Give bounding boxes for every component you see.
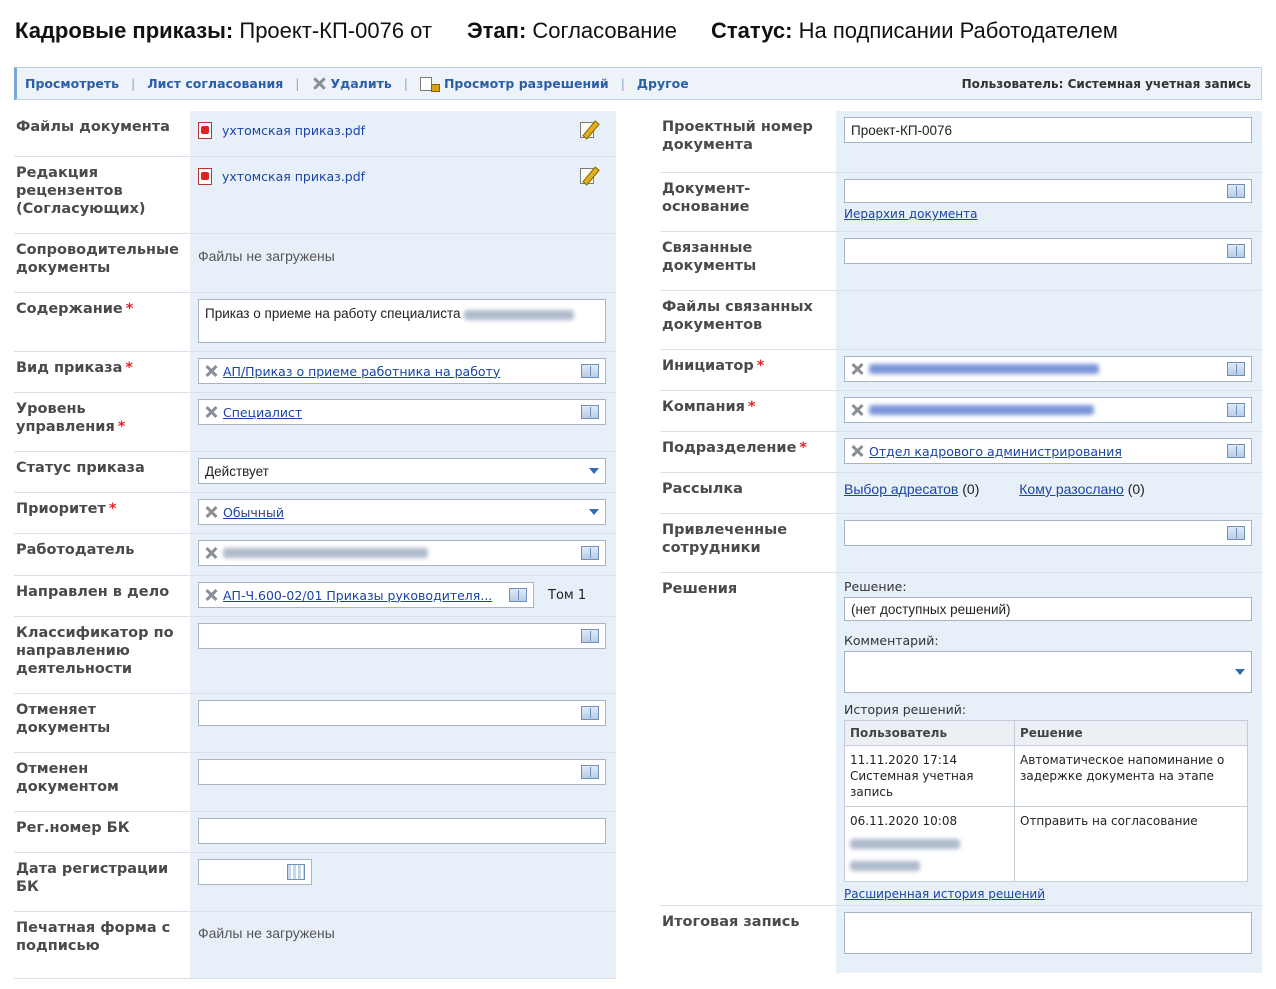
case-value[interactable]: АП-Ч.600-02/01 Приказы руководителя... [223,587,493,603]
initiator-label [660,350,836,390]
mailing-row [660,473,1262,514]
print-form-field [190,912,616,978]
initiator-row [660,350,1262,391]
permissions-label: Просмотр разрешений [443,76,609,91]
lookup-book-icon[interactable] [1227,362,1245,376]
lookup-book-icon[interactable] [1227,184,1245,198]
decisions-label: Решения [660,573,836,905]
priority-value[interactable]: Обычный [223,504,284,520]
doc-type-value: Проект-КП-0076 от [239,18,433,43]
calendar-icon[interactable] [287,864,305,880]
department-row [660,432,1262,473]
left-form-column [14,111,616,979]
order-status-field [190,452,616,492]
comment-caption: Комментарий: [844,633,939,648]
chevron-down-icon[interactable] [589,509,599,515]
project-number-row [660,111,1262,173]
required-marker: * [125,301,134,317]
lookup-book-icon[interactable] [1227,444,1245,458]
history-user-cell [845,746,1015,807]
toolbar-separator: | [295,76,300,91]
redacted-text [850,861,920,871]
related-files-label: Файлы связанных документов [660,291,836,349]
page-header [15,18,1265,52]
required-marker: * [117,419,126,435]
file-item [198,163,606,189]
files-field [190,111,616,156]
pdf-icon [198,168,212,185]
related-files-row [660,291,1262,350]
department-field [836,432,1262,472]
pdf-icon [198,122,212,139]
redacted-text [869,364,1099,374]
case-volume: Том 1 [548,588,587,603]
accompanying-field [190,234,616,292]
related-row [660,232,1262,291]
other-label: Другое [636,76,689,91]
decision-input[interactable] [844,597,1252,621]
sent-to-count: (0) [1127,481,1145,497]
redacted-text [464,310,574,320]
final-row [660,906,1262,973]
basis-input[interactable] [844,179,1252,203]
lookup-book-icon[interactable] [581,405,599,419]
remove-icon[interactable] [851,363,863,375]
final-textarea[interactable] [844,912,1252,954]
related-label: Связанные документы [660,232,836,290]
basis-field [836,173,1262,231]
decision-history-table [844,720,1248,882]
company-field [836,391,1262,431]
table-header-row [845,721,1248,746]
required-marker: * [108,501,117,517]
accompanying-row [14,234,616,293]
print-form-value: Файлы не загружены [198,925,335,941]
approval-sheet-button[interactable] [147,76,283,91]
table-row [845,746,1248,807]
decision-value: (нет доступных решений) [851,601,1011,617]
cancelled-by-label: Отменен документом [14,753,190,811]
company-input[interactable] [844,397,1252,423]
reg-date-input[interactable] [198,859,312,885]
print-form-label: Печатная форма с подписью [14,912,190,978]
redacted-text [223,548,428,558]
case-label: Направлен в дело [14,576,190,616]
sent-to-link[interactable]: Кому разослано [1019,481,1124,497]
accompanying-label: Сопроводительные документы [14,234,190,292]
case-field [190,576,616,616]
history-user: Системная учетная запись [850,769,974,799]
priority-label [14,493,190,533]
required-marker: * [799,440,808,456]
project-number-input[interactable] [844,117,1252,143]
lookup-book-icon[interactable] [1227,526,1245,540]
history-decision-cell: Отправить на согласование [1015,807,1248,882]
priority-label-text: Приоритет [16,501,106,517]
department-input[interactable] [844,438,1252,464]
mgmt-level-field [190,393,616,451]
toolbar-separator: | [620,76,625,91]
view-label: Просмотреть [25,76,120,91]
related-files-field [836,291,1262,349]
reg-date-field [190,853,616,911]
content-label-text: Содержание [16,301,123,317]
files-label: Файлы документа [14,111,190,156]
project-number-value: Проект-КП-0076 [851,122,953,138]
company-row [660,391,1262,432]
priority-select[interactable] [198,499,606,525]
reg-number-label: Рег.номер БК [14,812,190,852]
mgmt-level-label [14,393,190,451]
history-col-user: Пользователь [845,721,1015,746]
order-type-field [190,352,616,392]
decision-caption: Решение: [844,579,907,594]
delete-icon [312,76,327,91]
case-row [14,576,616,617]
order-type-label [14,352,190,392]
final-label: Итоговая запись [660,906,836,973]
order-status-value: Действует [205,463,269,479]
lookup-book-icon[interactable] [1227,403,1245,417]
company-label [660,391,836,431]
approval-sheet-label: Лист согласования [147,76,284,91]
initiator-input[interactable] [844,356,1252,382]
content-row [14,293,616,352]
redacted-text [869,405,1094,415]
cancels-row [14,694,616,753]
file-link[interactable]: ухтомская приказ.pdf [222,122,366,138]
classifier-row [14,617,616,694]
required-marker: * [747,399,756,415]
priority-field [190,493,616,533]
permissions-button[interactable] [420,76,609,92]
reviewers-label: Редакция рецензентов (Согласующих) [14,157,190,233]
hierarchy-link[interactable]: Иерархия документа [844,207,978,221]
remove-icon[interactable] [205,506,217,518]
status-value: На подписании Работодателем [798,18,1118,43]
history-date: 06.11.2020 10:08 [850,814,958,828]
employer-row [14,534,616,576]
lookup-book-icon[interactable] [581,765,599,779]
toolbar-separator: | [131,76,136,91]
initiator-label-text: Инициатор [662,358,754,374]
mailing-field [836,473,1262,513]
order-status-row [14,452,616,493]
project-number-label: Проектный номер документа [660,111,836,172]
classifier-field [190,617,616,693]
delete-label: Удалить [330,76,392,91]
lookup-book-icon[interactable] [581,706,599,720]
doc-type-title [15,18,432,44]
right-form-column [660,111,1262,973]
order-type-input[interactable] [198,358,606,384]
cancels-label: Отменяет документы [14,694,190,752]
related-input[interactable] [844,238,1252,264]
lookup-book-icon[interactable] [509,588,527,602]
mgmt-level-row [14,393,616,452]
employer-input[interactable] [198,540,606,566]
view-button[interactable] [25,76,119,91]
order-type-label-text: Вид приказа [16,360,123,376]
comment-input[interactable] [844,651,1252,693]
employer-label: Работодатель [14,534,190,575]
department-label [660,432,836,472]
order-status-label: Статус приказа [14,452,190,492]
reg-number-row [14,812,616,853]
history-caption: История решений: [844,702,967,717]
cancelled-by-input[interactable] [198,759,606,785]
stage-value: Согласование [532,18,677,43]
remove-icon[interactable] [851,404,863,416]
status-label: Статус: [711,18,793,43]
select-recipients-link[interactable]: Выбор адресатов [844,481,959,497]
cancelled-by-row [14,753,616,812]
final-field [836,906,1262,973]
remove-icon[interactable] [205,406,217,418]
reg-date-label: Дата регистрации БК [14,853,190,911]
required-marker: * [756,358,765,374]
select-recipients-count: (0) [962,481,980,497]
decisions-row [660,573,1262,906]
mgmt-level-label-text: Уровень управления [16,401,115,435]
content-value: Приказ о приеме на работу специалиста [205,306,461,321]
content-textarea[interactable] [198,299,606,343]
order-status-select[interactable] [198,458,606,484]
lookup-book-icon[interactable] [1227,244,1245,258]
employer-field [190,534,616,575]
edit-icon[interactable] [580,166,602,186]
priority-row [14,493,616,534]
content-field [190,293,616,351]
table-row [845,807,1248,882]
cancels-field [190,694,616,752]
chevron-down-icon[interactable] [1235,669,1245,675]
redacted-text [850,839,960,849]
lookup-book-icon[interactable] [581,364,599,378]
basis-row [660,173,1262,232]
chevron-down-icon[interactable] [589,468,599,474]
reg-number-field [190,812,616,852]
reg-number-input[interactable] [198,818,606,844]
required-marker: * [125,360,133,376]
history-user-cell [845,807,1015,882]
order-type-value[interactable]: АП/Приказ о приеме работника на работу [223,363,501,379]
initiator-field [836,350,1262,390]
reviewers-field [190,157,616,233]
cancelled-by-field [190,753,616,811]
reg-date-row [14,853,616,912]
remove-icon[interactable] [205,589,217,601]
accompanying-value: Файлы не загружены [198,248,335,264]
lookup-book-icon[interactable] [581,629,599,643]
department-label-text: Подразделение [662,440,797,456]
status-title [711,18,1118,44]
toolbar-separator: | [403,76,408,91]
stage-label: Этап: [467,18,527,43]
order-type-row [14,352,616,393]
file-item [198,117,606,143]
involved-row [660,514,1262,573]
related-field [836,232,1262,290]
mgmt-level-value[interactable]: Специалист [223,404,303,420]
case-input[interactable] [198,582,534,608]
mgmt-level-input[interactable] [198,399,606,425]
company-label-text: Компания [662,399,745,415]
content-label [14,293,190,351]
action-toolbar [14,67,1262,100]
edit-icon[interactable] [580,120,602,140]
file-link[interactable]: ухтомская приказ.pdf [222,168,366,184]
involved-field [836,514,1262,572]
department-value[interactable]: Отдел кадрового администрирования [869,443,1122,459]
history-date: 11.11.2020 17:14 [850,753,958,767]
reviewers-row [14,157,616,234]
lookup-book-icon[interactable] [581,546,599,560]
cancels-input[interactable] [198,700,606,726]
remove-icon[interactable] [851,445,863,457]
history-decision-cell: Автоматическое напоминание о задержке документа на этапе [1015,746,1248,807]
history-col-decision: Решение [1015,721,1248,746]
stage-title [467,18,677,44]
files-row [14,111,616,157]
other-menu-button[interactable] [637,76,689,91]
current-user: Пользователь: Системная учетная запись [961,76,1251,91]
remove-icon[interactable] [205,365,217,377]
classifier-label: Классификатор по направлению деятельности [14,617,190,693]
involved-input[interactable] [844,520,1252,546]
mailing-label: Рассылка [660,473,836,513]
remove-icon[interactable] [205,547,217,559]
basis-label: Документ-основание [660,173,836,231]
extended-history-link[interactable]: Расширенная история решений [844,887,1046,901]
doc-type-label: Кадровые приказы: [15,18,234,43]
delete-button[interactable] [312,76,392,91]
classifier-input[interactable] [198,623,606,649]
permissions-icon [420,76,440,92]
print-form-row [14,912,616,979]
involved-label: Привлеченные сотрудники [660,514,836,572]
decisions-field [836,573,1262,905]
project-number-field [836,111,1262,172]
